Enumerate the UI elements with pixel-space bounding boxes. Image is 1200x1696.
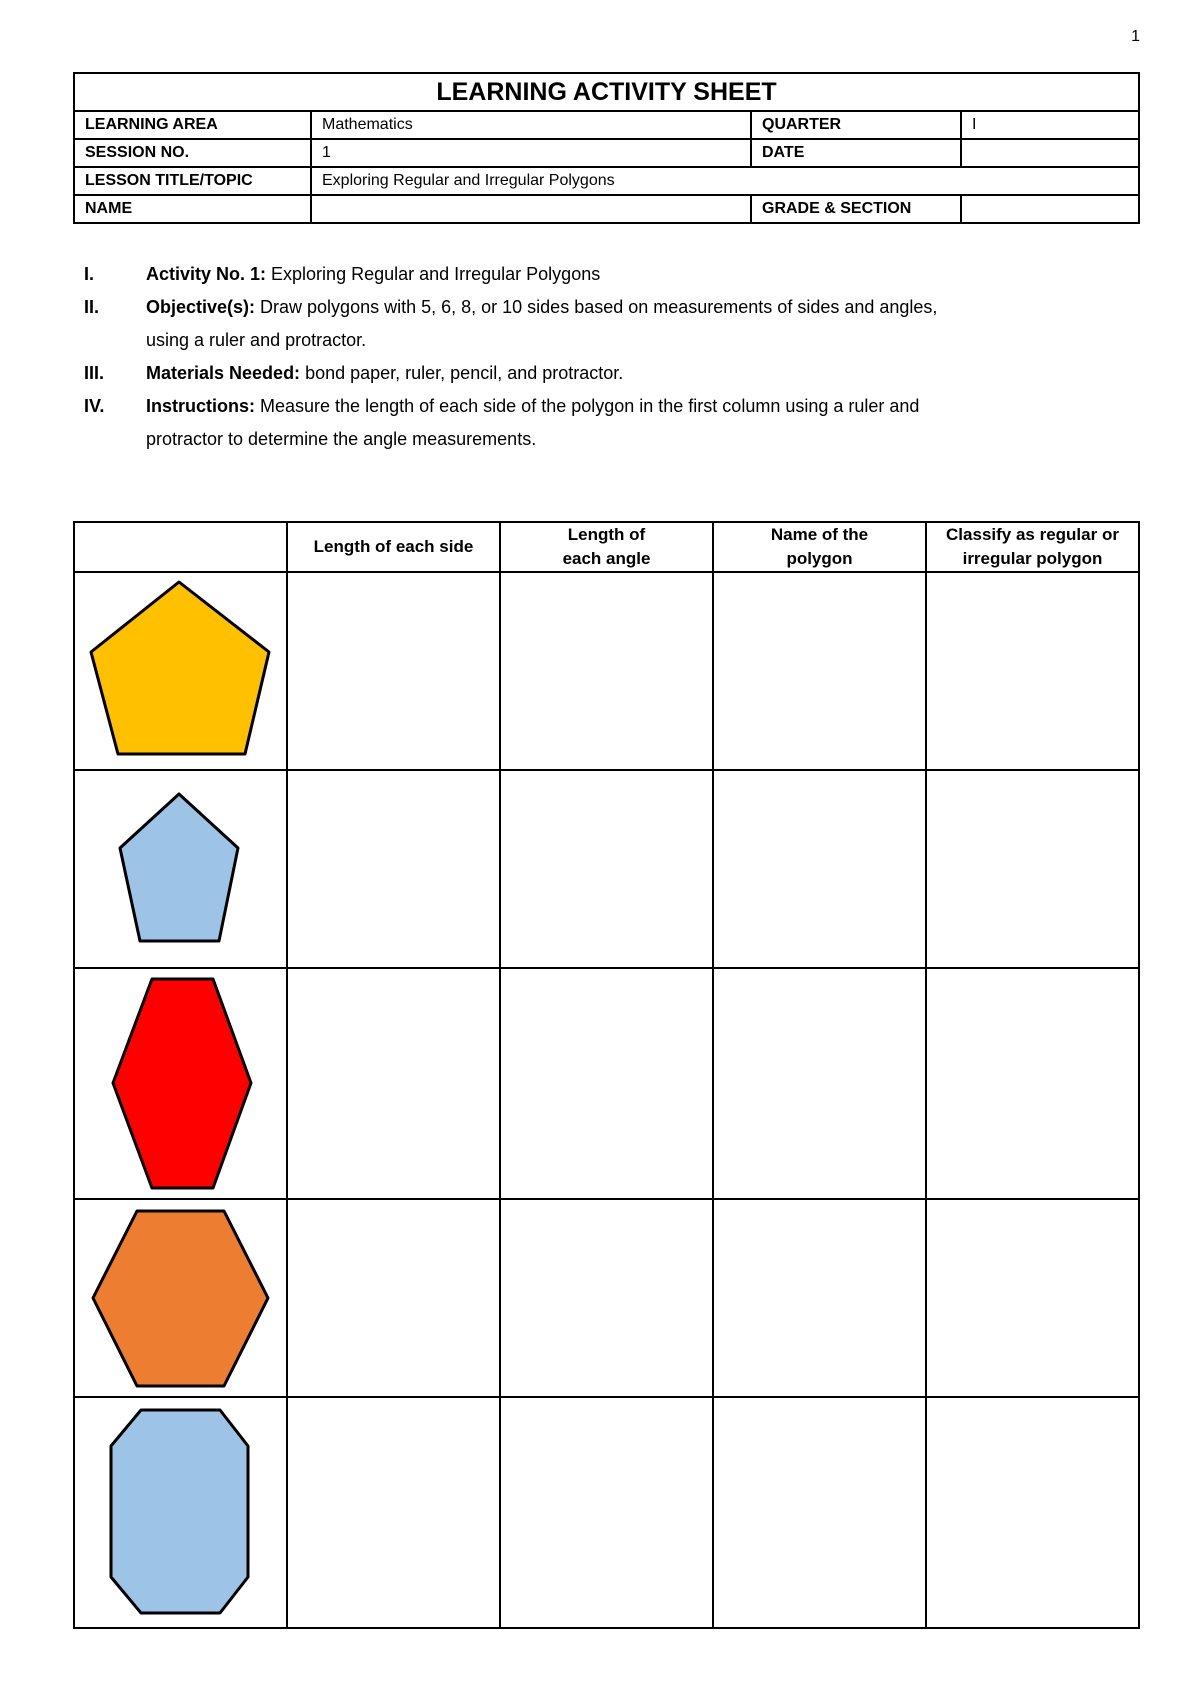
list-item (84, 291, 1134, 324)
angle-cell[interactable] (500, 572, 713, 770)
list-item (84, 258, 1134, 291)
date-label: DATE (751, 139, 961, 167)
table-row (74, 1199, 1139, 1397)
session-label: SESSION NO. (74, 139, 311, 167)
item-label: Activity No. 1: (146, 264, 267, 284)
item-text: Exploring Regular and Irregular Polygons (266, 264, 601, 284)
side-length-cell[interactable] (287, 572, 500, 770)
grade-section-field[interactable] (961, 195, 1139, 223)
name-label: NAME (74, 195, 311, 223)
grade-section-label: GRADE & SECTION (751, 195, 961, 223)
yellow-pentagon-shape (81, 576, 281, 766)
polygon-name-cell[interactable] (713, 572, 926, 770)
sheet-title: LEARNING ACTIVITY SHEET (74, 73, 1139, 111)
polygon-name-cell[interactable] (713, 968, 926, 1199)
blue-pentagon-shape (81, 789, 281, 949)
table-row (74, 770, 1139, 968)
page-number: 1 (1131, 28, 1140, 45)
polygon-name-cell[interactable] (713, 1199, 926, 1397)
angle-cell[interactable] (500, 1397, 713, 1628)
lesson-title-value: Exploring Regular and Irregular Polygons (311, 167, 1139, 195)
name-field[interactable] (311, 195, 751, 223)
item-text: using a ruler and protractor. (146, 330, 367, 350)
yellow-pentagon-polygon (91, 582, 269, 754)
column-header-angle: Length of each angle (500, 522, 713, 572)
blue-octagon-polygon (111, 1410, 248, 1613)
classification-cell[interactable] (926, 968, 1139, 1199)
instructions-list (84, 258, 1134, 456)
item-label: Instructions: (146, 396, 256, 416)
table-row (74, 572, 1139, 770)
item-text: protractor to determine the angle measurements. (146, 429, 537, 449)
shape-cell (74, 1199, 287, 1397)
orange-hexagon-polygon (93, 1211, 268, 1386)
lesson-title-label: LESSON TITLE/TOPIC (74, 167, 311, 195)
item-number: IV. (84, 396, 105, 416)
quarter-label: QUARTER (751, 111, 961, 139)
side-length-cell[interactable] (287, 770, 500, 968)
table-row (74, 1397, 1139, 1628)
header-table (73, 72, 1140, 224)
date-field[interactable] (961, 139, 1139, 167)
list-item (84, 390, 1134, 423)
side-length-cell[interactable] (287, 1397, 500, 1628)
item-number: I. (84, 264, 95, 284)
red-hexagon-shape (81, 974, 281, 1194)
polygon-name-cell[interactable] (713, 770, 926, 968)
column-header-classification: Classify as regular or irregular polygon (926, 522, 1139, 572)
item-text: Measure the length of each side of the polygon in the first column using a ruler and (255, 396, 920, 416)
side-length-cell[interactable] (287, 1199, 500, 1397)
classification-cell[interactable] (926, 572, 1139, 770)
item-number: II. (84, 297, 100, 317)
angle-cell[interactable] (500, 770, 713, 968)
activity-table (73, 521, 1140, 1629)
item-text: bond paper, ruler, pencil, and protractor. (300, 363, 624, 383)
classification-cell[interactable] (926, 1199, 1139, 1397)
list-item (84, 324, 1134, 357)
column-header-side-length: Length of each side (287, 522, 500, 572)
list-item (84, 357, 1134, 390)
orange-hexagon-shape (81, 1206, 281, 1391)
item-number (84, 423, 146, 456)
polygon-name-cell[interactable] (713, 1397, 926, 1628)
shape-cell (74, 1397, 287, 1628)
table-row (74, 968, 1139, 1199)
list-item (84, 423, 1134, 456)
red-hexagon-polygon (113, 979, 251, 1188)
item-text: Draw polygons with 5, 6, 8, or 10 sides based on measurements of sides and angles, (255, 297, 938, 317)
shape-cell (74, 572, 287, 770)
shape-cell (74, 968, 287, 1199)
angle-cell[interactable] (500, 968, 713, 1199)
angle-cell[interactable] (500, 1199, 713, 1397)
blue-pentagon-polygon (120, 794, 238, 941)
item-number (84, 324, 146, 357)
learning-area-value: Mathematics (311, 111, 751, 139)
classification-cell[interactable] (926, 1397, 1139, 1628)
classification-cell[interactable] (926, 770, 1139, 968)
column-header-shape (74, 522, 287, 572)
column-header-polygon-name: Name of the polygon (713, 522, 926, 572)
session-value: 1 (311, 139, 751, 167)
blue-octagon-shape (81, 1405, 281, 1620)
shape-cell (74, 770, 287, 968)
item-label: Objective(s): (146, 297, 256, 317)
learning-area-label: LEARNING AREA (74, 111, 311, 139)
item-label: Materials Needed: (146, 363, 301, 383)
item-number: III. (84, 363, 105, 383)
side-length-cell[interactable] (287, 968, 500, 1199)
quarter-value: I (961, 111, 1139, 139)
